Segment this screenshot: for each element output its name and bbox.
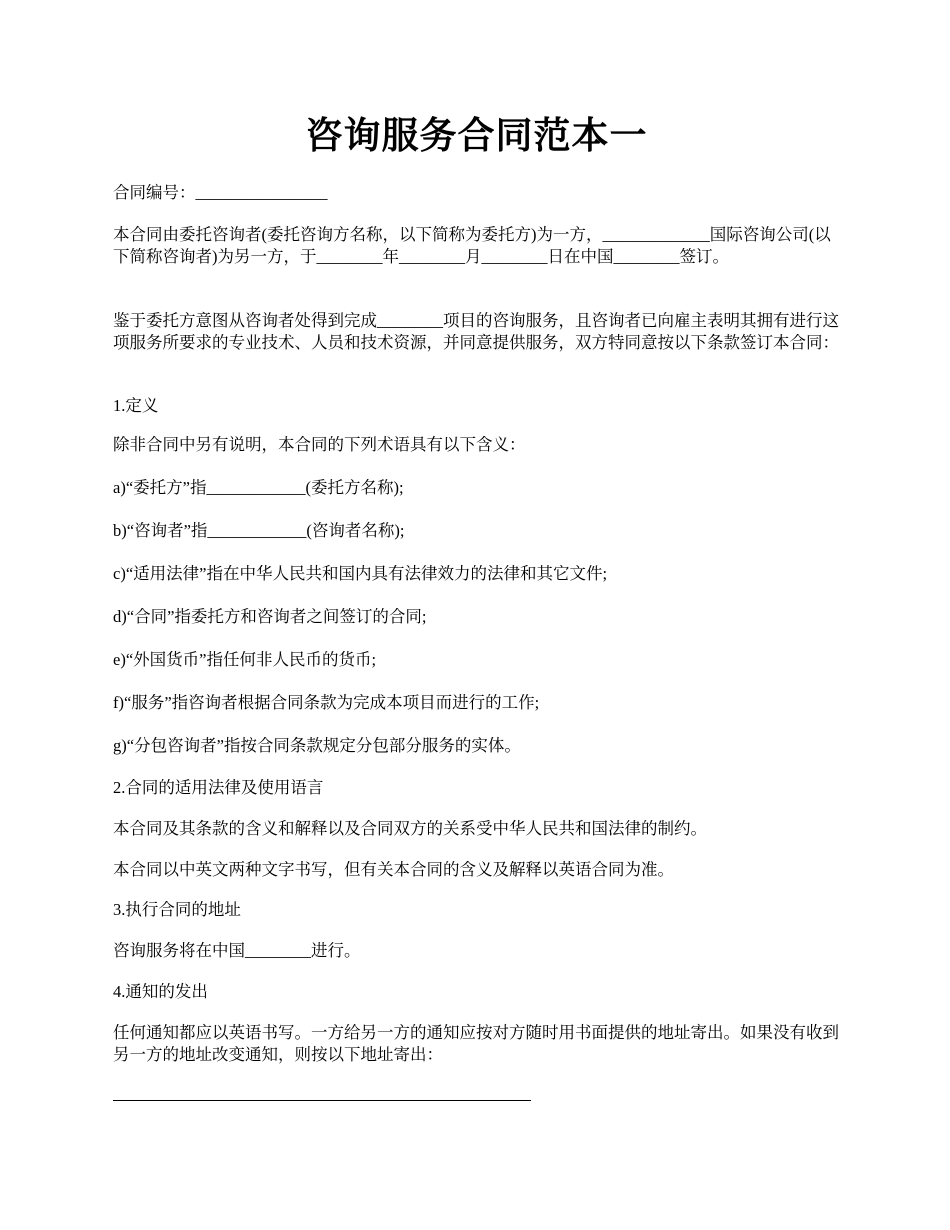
- definition-item: f)“服务”指咨询者根据合同条款为完成本项目而进行的工作;: [113, 693, 540, 712]
- definition-item: e)“外国货币”指任何非人民币的货币;: [113, 650, 377, 669]
- section-heading-law-language: 2.合同的适用法律及使用语言: [113, 778, 324, 797]
- recital-paragraph: 鉴于委托方意图从咨询者处得到完成________项目的咨询服务，且咨询者已向雇主表明其拥有进行这项服务所要求的专业技术、人员和技术资源，并同意提供服务，双方特同意按以下条款签订本合同：: [113, 311, 839, 352]
- document-title: 咨询服务合同范本一: [305, 116, 648, 157]
- section-heading-notices: 4.通知的发出: [113, 982, 208, 1001]
- definition-item: a)“委托方”指____________(委托方名称);: [113, 478, 404, 497]
- service-location-paragraph: 咨询服务将在中国________进行。: [113, 941, 361, 960]
- section-heading-address: 3.执行合同的地址: [113, 900, 241, 919]
- section-heading-definitions: 1.定义: [113, 396, 159, 415]
- definition-item: b)“咨询者”指____________(咨询者名称);: [113, 521, 405, 540]
- definition-item: d)“合同”指委托方和咨询者之间签订的合同;: [113, 607, 427, 626]
- definition-item: c)“适用法律”指在中华人民共和国内具有法律效力的法律和其它文件;: [113, 564, 608, 583]
- language-paragraph: 本合同以中英文两种文字书写，但有关本合同的含义及解释以英语合同为准。: [113, 860, 674, 879]
- address-blank-line: [113, 1100, 531, 1101]
- contract-number-line: 合同编号：________________: [113, 183, 328, 202]
- intro-paragraph: 本合同由委托咨询者(委托咨询方名称，以下简称为委托方)为一方，_____________国际咨询公司(以下简称咨询者)为另一方，于________年________月________日在中国________签订。: [113, 225, 831, 266]
- notices-paragraph: 任何通知都应以英语书写。一方给另一方的通知应按对方随时用书面提供的地址寄出。如果没有收到另一方的地址改变通知，则按以下地址寄出：: [113, 1023, 839, 1064]
- governing-law-paragraph: 本合同及其条款的含义和解释以及合同双方的关系受中华人民共和国法律的制约。: [113, 819, 707, 838]
- definitions-intro: 除非合同中另有说明，本合同的下列术语具有以下含义：: [113, 435, 526, 454]
- definition-item: g)“分包咨询者”指按合同条款规定分包部分服务的实体。: [113, 736, 521, 755]
